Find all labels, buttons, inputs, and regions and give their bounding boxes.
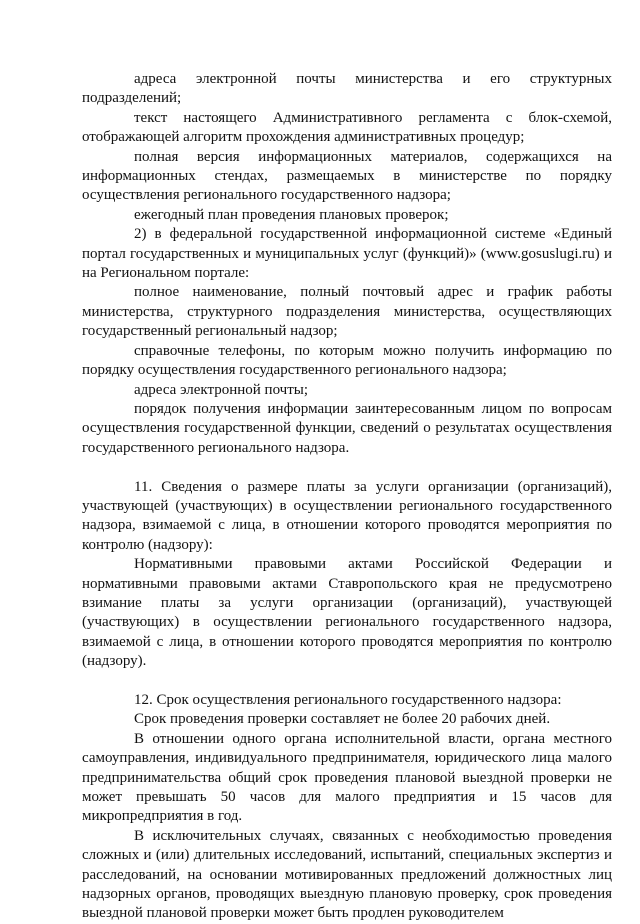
paragraph-gap (82, 672, 612, 691)
paragraph: Срок проведения проверки составляет не более 20 рабочих дней. (134, 711, 551, 728)
paragraph: ежегодный план проведения плановых проверок; (134, 206, 449, 223)
paragraph: справочные телефоны, по которым можно получить информацию по порядку осуществления государственного регионального надзора; (82, 342, 612, 379)
paragraph: адреса электронной почты; (134, 381, 309, 398)
paragraph: адреса электронной почты министерства и его структурных подразделений; (82, 71, 612, 107)
paragraph: порядок получения информации заинтересованным лицом по вопросам осуществления государственной функции, сведений о результатах осуществления государственного регионального надзора. (82, 400, 612, 456)
paragraph: Нормативными правовыми актами Российской Федерации и нормативными правовыми актами Ставропольского края не предусмотрено взимание платы за услуги организации (организаций), участвующей (участвующих) в осуществлении регионального государственного надзора, взимаемой с лица, в отношении которого проводятся мероприятия по контролю (надзору). (82, 556, 612, 670)
paragraph: полная версия информационных материалов, содержащихся на информационных стендах, размещаемых в министерстве по порядку осуществления регионального государственного надзора; (82, 148, 612, 204)
paragraph: текст настоящего Административного регламента с блок-схемой, отображающей алгоритм прохождения административных процедур; (82, 109, 612, 146)
paragraph: 11. Сведения о размере платы за услуги организации (организаций), участвующей (участвующих) в осуществлении регионального государственного надзора, взимаемой с лица, в отношении которого проводятся мероприятия по контролю (надзору): (82, 478, 612, 553)
paragraph: полное наименование, полный почтовый адрес и график работы министерства, структурного подразделения министерства, осуществляющих государственный региональный надзор; (82, 284, 612, 340)
paragraph: 12. Срок осуществления регионального государственного надзора: (134, 691, 562, 708)
paragraph-gap (82, 458, 612, 477)
paragraph: В отношении одного органа исполнительной власти, органа местного самоуправления, индивидуального предпринимателя, юридического лица малого предпринимательства общий срок проведения плановой выездной проверки не может превышать 50 часов для малого предприятия и 15 часов для микропредприятия в год. (82, 730, 612, 825)
paragraph: 2) в федеральной государственной информационной системе «Единый портал государственных и муниципальных услуг (функций)» (www.gosuslugi.ru) и на Региональном портале: (82, 226, 612, 282)
paragraph: В исключительных случаях, связанных с необходимостью проведения сложных и (или) длительных исследований, испытаний, специальных экспертиз и расследований, на основании мотивированных предложений должностных лиц надзорных органов, проводящих выездную плановую проверку, срок проведения выездной плановой проверки может быть продлен руководителем (82, 827, 612, 922)
